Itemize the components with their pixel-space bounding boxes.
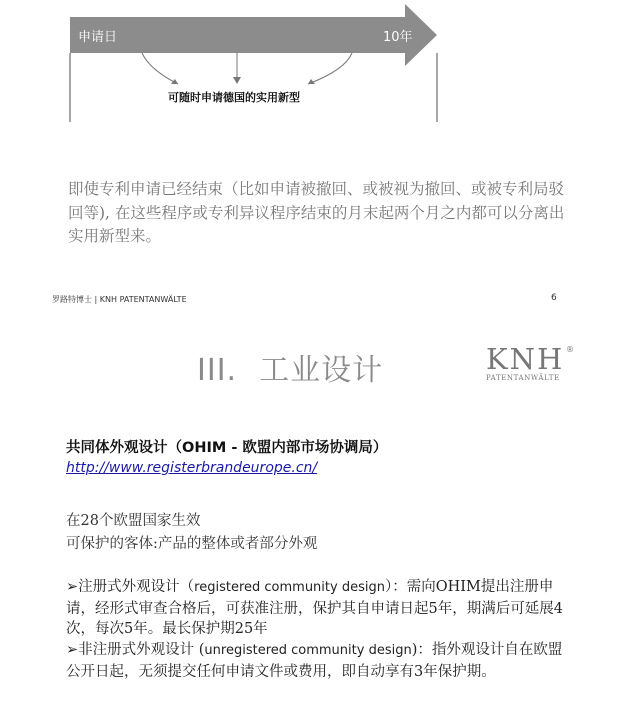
page-number: 6: [551, 293, 557, 303]
registerbrand-link[interactable]: http://www.registerbrandeurope.cn/: [66, 460, 318, 476]
bullet-registered: [66, 577, 566, 640]
bullet-marker: ➢: [66, 579, 79, 595]
bullet-text: 非注册式外观设计 (: [78, 642, 205, 658]
note-arrow-right: [308, 53, 352, 84]
timeline-note: 可随时申请德国的实用新型: [168, 91, 300, 104]
note-arrow-left: [142, 53, 178, 84]
ohim-heading: 共同体外观设计（OHIM - 欧盟内部市场协调局）: [66, 440, 388, 456]
section-title: [197, 345, 383, 389]
section-numeral: III.: [197, 353, 238, 388]
logo-registered-mark: ®: [566, 345, 574, 354]
bullet-text: ）：需向OHIM提出注册申请，经形式审查合格后，可获准注册，保护其自申请日起5年，期满后可延展4次，每次5年。最长保护期25年: [66, 579, 563, 637]
bullet-term: unregistered community design: [204, 643, 412, 658]
bullet-text: )：指外观设计自在欧盟公开日起，无须提交任何申请文件或费用，即自动享有3年保护期。: [66, 642, 563, 680]
start-label: 申请日: [78, 30, 118, 45]
bullet-term: registered community design: [194, 580, 385, 595]
knh-logo: [486, 344, 576, 382]
effective-countries: 在28个欧盟国家生效: [66, 513, 201, 529]
footer-author: 罗路特博士 | KNH PATENTANWÄLTE: [52, 295, 187, 304]
section-title-text: 工业设计: [259, 353, 384, 388]
bullet-marker: ➢: [66, 642, 79, 658]
timeline-diagram: [0, 0, 633, 130]
end-label: 10年: [383, 30, 413, 45]
logo-wordmark: KNH: [486, 342, 565, 376]
protectable-subject: 可保护的客体:产品的整体或者部分外观: [66, 536, 318, 552]
logo-subtitle: PATENTANWÄLTE: [486, 374, 560, 382]
slide1-paragraph: 即使专利申请已经结束（比如申请被撤回、或被视为撤回、或被专利局驳回等), 在这些程序或专利异议程序结束的月末起两个月之内都可以分离出实用新型来。: [68, 180, 565, 245]
bullet-unregistered: [66, 640, 566, 682]
bullet-text: 注册式外观设计（: [78, 579, 195, 595]
timeline-arrow: [70, 4, 437, 66]
note-arrow-mid-head: [233, 77, 241, 84]
note-arrow-left-head: [171, 79, 178, 84]
